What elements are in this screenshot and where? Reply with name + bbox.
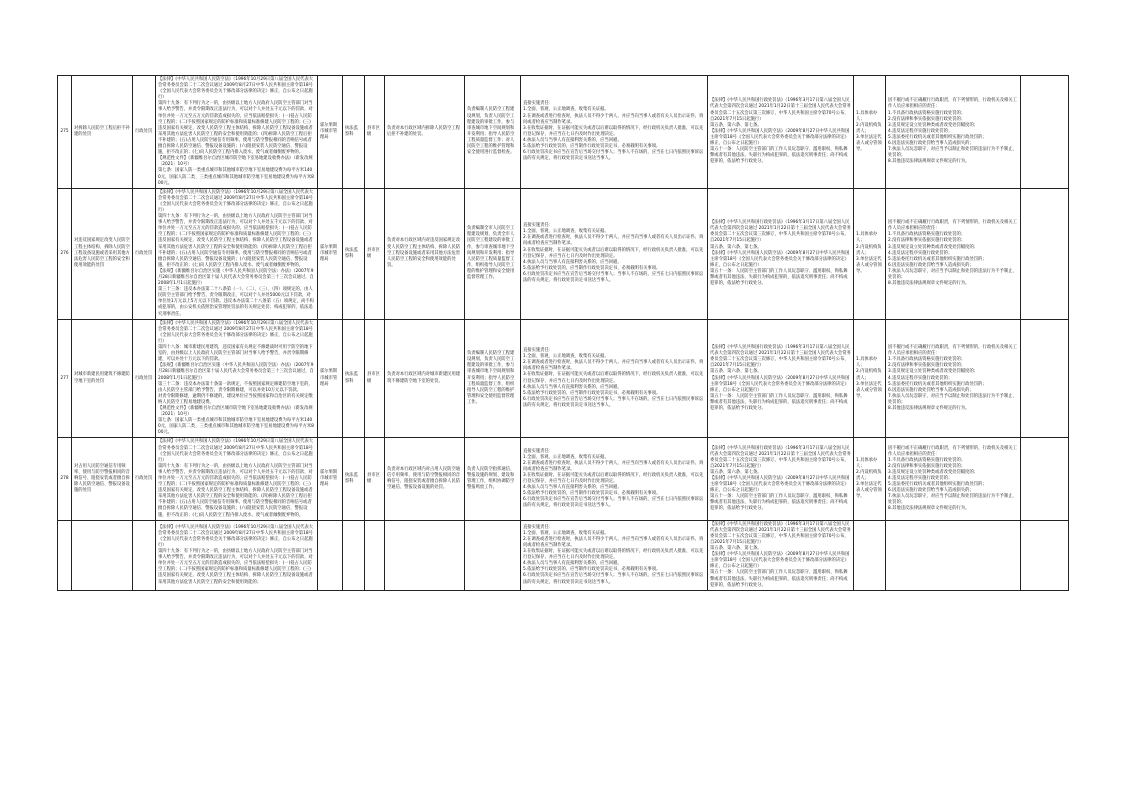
department	[318, 520, 343, 590]
item-type	[133, 520, 156, 590]
implementing-subject: 执法监察科	[343, 438, 365, 520]
item-type: 行政处罚	[133, 76, 156, 189]
responsibility-table	[57, 75, 1069, 591]
item-name: 对违反国家规定改变人民防空工程主体结构、拆除人民防空工程设备设施或者采用其他方法危害人民防空工程的安全和使用效能的处罚	[72, 188, 133, 319]
org-duty: 负责编制人民防空工程建设规划，负责人民防空工程建设的审批工作，参与审查城市地下空间规划和开发利用；指导人民防空工程质量监督工作；对人民防空工程的维护管理和安全使用进行监督检查。	[465, 76, 521, 189]
duty: 负责对本行政区域内对城市新建民用建筑不修建防空地下室的处罚。	[385, 319, 465, 438]
responsibility: 直接实施责任： 1.全面、客观、公正地调查，收集有关证据。 2.在调查或者进行检查时，执法人员不得少于两人，并应当向当事人或者有关人员出示证件。询问或者检查应当制作笔录。 3.在收集证据时，在证据可能灭失或者以后难以取得的情况下，经行政机关负责人批准，可以先行登记保存，并应当在七日内及时作出处理决定。 4.执法人员与当事人有直接利害关系的，应当回避。 5.依法给予行政处罚的，应当制作行政处罚决定书，必须载明有关事项。 6.行政处罚决定书应当在宣告后当场交付当事人；当事人不在场的，应当在七日内依照民事诉讼法的有关规定，将行政处罚决定书送达当事人。	[521, 520, 708, 590]
table-row	[58, 188, 1069, 319]
department: 霍尔果斯市城市管理局	[318, 76, 343, 189]
responsibility: 直接实施责任： 1.全面、客观、公正地调查，收集有关证据。 2.在调查或者进行检查时，执法人员不得少于两人，并应当向当事人或者有关人员出示证件。询问或者检查应当制作笔录。 3.在收集证据时，在证据可能灭失或者以后难以取得的情况下，经行政机关负责人批准，可以先行登记保存，并应当在七日内及时作出处理决定。 4.执法人员与当事人有直接利害关系的，应当回避。 5.依法给予行政处罚的，应当制作行政处罚决定书，必须载明有关事项。 6.行政处罚决定书应当在宣告后当场交付当事人；当事人不在场的，应当在七日内依照民事诉讼法的有关规定，将行政处罚决定书送达当事人。	[521, 438, 708, 520]
accountability-cases: 因不履行或不正确履行行政职责，有下列情形的，行政机关及相关工作人员应承担相应的责任： 1.不具备行政执法资格实施行政处罚的； 2.没有法律和事实依据实施行政处罚的； 3.违反规定设立处罚种类或者改变处罚幅度的； 4.违反法定程序实施行政处罚的； 5.违法委托行政机关或者其他组织实施行政处罚的； 6.因违法实施行政处罚给当事人造成损失的； 7.执法人员玩忽职守，对应当予以制止和处罚的违法行为不予制止、处罚的； 8.其他违反法律法规规章文件规定的行为。	[886, 188, 1021, 319]
level: 县市区级	[365, 188, 385, 319]
legal-basis: 【法律】《中华人民共和国人民防空法》（1996年10月29日第八届全国人民代表大会常务委员会第二十二次会议通过 2009年8月27日中华人民共和国主席令第18号《全国人民代表大会常务委员会关于修改部分法律的决定》修正，自公布之日起施行） 第四十九条：有下列行为之一的，由县级以上地方人民政府人民防空主管部门对当事人给予警告，并责令限期改正违法行为，可以对个人并处五千元以下的罚款、对单位并处一万元至五万元的罚款造成损失的，应当依法赔偿损失：(一)侵占人民防空工程的；(二)不按照国家规定的防护标准和质量标准修建人民防空工程的；(三)违反国家有关规定，改变人民防空工程主体结构、拆除人民防空工程设备设施或者采用其他方法危害人民防空工程的安全和使用效能的；	[156, 520, 318, 590]
accountability-basis: 【法律】《中华人民共和国行政处罚法》（1996年3月17日第八届全国人民代表大会第四次会议通过 2021年1月22日第十三届全国人民代表大会常务委员会第二十五次会议第三次修订，中华人民共和国主席令第70号公布，自2021年7月15日起施行） 第五条、第六条、第七条。 【法律】《中华人民共和国人民防空法》（2009年8月27日中华人民共和国主席令第18号《全国人民代表大会常务委员会关于修改部分法律的决定》修正，自公布之日起施行） 第五十一条：人民防空主管部门的工作人员玩忽职守、滥用职权、徇私舞弊或者有其他违法、失职行为构成犯罪的，依法追究刑事责任；尚不构成犯罪的，依法给予行政处分。	[708, 438, 854, 520]
accountability-basis: 【法律】《中华人民共和国行政处罚法》（1996年3月17日第八届全国人民代表大会第四次会议通过 2021年1月22日第十三届全国人民代表大会常务委员会第二十五次会议第三次修订，中华人民共和国主席令第70号公布，自2021年7月15日起施行） 第五条、第六条、第七条。 【法律】《中华人民共和国人民防空法》（2009年8月27日中华人民共和国主席令第18号《全国人民代表大会常务委员会关于修改部分法律的决定》修正，自公布之日起施行） 第五十一条：人民防空主管部门的工作人员玩忽职守、滥用职权、徇私舞弊或者有其他违法、失职行为构成犯罪的，依法追究刑事责任；尚不构成犯罪的，依法给予行政处分。	[708, 520, 854, 590]
responsible-persons: 1.具体承办人； 2.内设机构负责人； 3.单位法定代表人或分管领导。	[854, 438, 886, 520]
responsibility: 直接实施责任： 1.全面、客观、公正地调查，收集有关证据。 2.在调查或者进行检查时，执法人员不得少于两人，并应当向当事人或者有关人员出示证件。询问或者检查应当制作笔录。 3.在收集证据时，在证据可能灭失或者以后难以取得的情况下，经行政机关负责人批准，可以先行登记保存，并应当在七日内及时作出处理决定。 4.执法人员与当事人有直接利害关系的，应当回避。 5.依法给予行政处罚的，应当制作行政处罚决定书，必须载明有关事项。 6.行政处罚决定书应当在宣告后当场交付当事人；当事人不在场的，应当在七日内依照民事诉讼法的有关规定，将行政处罚决定书送达当事人。	[521, 76, 708, 189]
table-row	[58, 438, 1069, 520]
duty: 负责对本行政区域内对违反国家规定改变人民防空工程主体结构、拆除人民防空工程设备设施或者采用其他方法危害人民防空工程的安全和使用效能的处罚。	[385, 188, 465, 319]
legal-basis: 【法律】《中华人民共和国人民防空法》（1996年10月29日第八届全国人民代表大会常务委员会第二十二次会议通过 2009年8月27日中华人民共和国主席令第18号《全国人民代表大会常务委员会关于修改部分法律的决定》修正，自公布之日起施行） 第四十八条：城市新建民用建筑，违反国家有关规定不修建战时可用于防空的地下室的，由县级以上人民政府人民防空主管部门对当事人给予警告，并责令限期修建，可以并处十万元以下的罚款。 【法规】《新疆维吾尔自治区实施〈中华人民共和国人民防空法〉办法》（2007年9月28日新疆维吾尔自治区第十届人民代表大会常务委员会第三十三次会议通过，自2008年1月1日起施行） 第三十二条：违反本办法第十条第一款规定，不按照国家规定修建防空地下室的，由人民防空主管部门给予警告，责令限期修建，可以并处10万元以下罚款。 对责令限期修建，逾期仍不修建的，建设单位应当按照国家和自治区的有关规定缴纳人民防空工程易地建设费。 【规范性文件】《新疆维吾尔自治区城市防空地下室易地建设收费办法》（新发改规〔2021〕10号） 第七条：国家人防一类重点城市和其他城市防空地下室易地建设费为每平方米1400元，国家人防二类、三类重点城市和其他城市防空地下室易地建设费为每平方米800元。	[156, 319, 318, 438]
accountability-cases: 因不履行或不正确履行行政职责，有下列情形的，行政机关及相关工作人员应承担相应的责任： 1.不具备行政执法资格实施行政处罚的； 2.没有法律和事实依据实施行政处罚的； 3.违反规定设立处罚种类或者改变处罚幅度的； 4.违反法定程序实施行政处罚的； 5.违法委托行政机关或者其他组织实施行政处罚的； 6.因违法实施行政处罚给当事人造成损失的； 7.执法人员玩忽职守，对应当予以制止和处罚的违法行为不予制止、处罚的； 8.其他违反法律法规规章文件规定的行为。	[886, 319, 1021, 438]
row-number: 278	[58, 438, 72, 520]
org-duty: 负责编制全市人民防空工程建设规划，负责全市人民防空工程建设的审批工作，参与审查城市地下空间规划和开发利用；指导人民防空工程质量监督工作，组织指导人民防空工程的维护管理和安全使用监督管理工作。	[465, 188, 521, 319]
department: 霍尔果斯市城市管理局	[318, 438, 343, 520]
item-type: 行政处罚	[133, 438, 156, 520]
accountability-basis: 【法律】《中华人民共和国行政处罚法》（1996年3月17日第八届全国人民代表大会第四次会议通过 2021年1月22日第十三届全国人民代表大会常务委员会第二十五次会议第三次修订，中华人民共和国主席令第70号公布，自2021年7月15日起施行） 第五条、第六条、第七条。 【法律】《中华人民共和国人民防空法》（2009年8月27日中华人民共和国主席令第18号《全国人民代表大会常务委员会关于修改部分法律的决定》修正，自公布之日起施行） 第五十一条：人民防空主管部门的工作人员玩忽职守、滥用职权、徇私舞弊或者有其他违法、失职行为构成犯罪的，依法追究刑事责任；尚不构成犯罪的，依法给予行政处分。	[708, 76, 854, 189]
item-name: 对占用人民防空通信专用频率、使用与防空警报相同的音响信号、阻挠安装或者擅自拆除人民防空通信、警报设备设施的处罚	[72, 438, 133, 520]
accountability-basis: 【法律】《中华人民共和国行政处罚法》（1996年3月17日第八届全国人民代表大会第四次会议通过 2021年1月22日第十三届全国人民代表大会常务委员会第二十五次会议第三次修订，中华人民共和国主席令第70号公布，自2021年7月15日起施行） 第五条、第六条、第七条。 【法律】《中华人民共和国人民防空法》（2009年8月27日中华人民共和国主席令第18号《全国人民代表大会常务委员会关于修改部分法律的决定》修正，自公布之日起施行） 第五十一条：人民防空主管部门的工作人员玩忽职守、滥用职权、徇私舞弊或者有其他违法、失职行为构成犯罪的，依法追究刑事责任；尚不构成犯罪的，依法给予行政处分。	[708, 319, 854, 438]
level	[365, 520, 385, 590]
responsible-persons: 1.具体承办人； 2.内设机构负责人； 3.单位法定代表人或分管领导。	[854, 188, 886, 319]
row-number	[58, 520, 72, 590]
responsible-persons: 1.具体承办人； 2.内设机构负责人； 3.单位法定代表人或分管领导。	[854, 76, 886, 189]
legal-basis: 【法律】《中华人民共和国人民防空法》（1996年10月29日第八届全国人民代表大会常务委员会第二十二次会议通过 2009年8月27日中华人民共和国主席令第18号《全国人民代表大会常务委员会关于修改部分法律的决定》修正，自公布之日起施行） 第四十九条：有下列行为之一的，由县级以上地方人民政府人民防空主管部门对当事人给予警告，并责令限期改正违法行为，可以对个人并处五千元以下的罚款、对单位并处一万元至五万元的罚款造成损失的，应当依法赔偿损失：(一)侵占人民防空工程的；(二)不按照国家规定的防护标准和质量标准修建人民防空工程的；(三)违反国家有关规定，改变人民防空工程主体结构、拆除人民防空工程设备设施或者采用其他方法危害人民防空工程的安全和使用效能的；(四)拆除人民防空工程后拒不补建的；(五)占用人民防空通信专用频率、使用与防空警报相同的音响信号或者擅自拆除人民防空通信、警报设备设施的；(六)阻挠安装人民防空通信、警报设施，拒不改正的；(七)向人民防空工程内排入废水、废气或者倾倒废弃物的。	[156, 438, 318, 520]
legal-basis: 【法律】《中华人民共和国人民防空法》（1996年10月29日第八届全国人民代表大会常务委员会第二十二次会议通过 2009年8月27日中华人民共和国主席令第18号《全国人民代表大会常务委员会关于修改部分法律的决定》修正，自公布之日起施行） 第四十九条：有下列行为之一的，由县级以上地方人民政府人民防空主管部门对当事人给予警告，并责令限期改正违法行为，可以对个人并处五千元以下的罚款、对单位并处一万元至五万元的罚款造成损失的，应当依法赔偿损失：(一)侵占人民防空工程的；(二)不按照国家规定的防护标准和质量标准修建人民防空工程的；(三)违反国家有关规定，改变人民防空工程主体结构、拆除人民防空工程设备设施或者采用其他方法危害人民防空工程的安全和使用效能的；(四)拆除人民防空工程后拒不补建的；(五)占用人民防空通信专用频率、使用与防空警报相同的音响信号或者擅自拆除人民防空通信、警报设备设施的；(六)阻挠安装人民防空通信、警报设施，拒不改正的；(七)向人民防空工程内排入废水、废气或者倾倒废弃物的。 【规范性文件】《新疆维吾尔自治区城市防空地下室易地建设收费办法》（新发改规〔2021〕10号） 第七条：国家人防一类重点城市和其他城市防空地下室易地建设费为每平方米1400元，国家人防二类、三类重点城市和其他城市防空地下室易地建设费为每平方米800元。	[156, 76, 318, 189]
item-type: 行政处罚	[133, 188, 156, 319]
implementing-subject: 执法监察科	[343, 319, 365, 438]
implementing-subject	[343, 520, 365, 590]
table-row	[58, 520, 1069, 590]
remarks	[1021, 319, 1069, 438]
responsibility: 直接实施责任： 1.全面、客观、公正地调查，收集有关证据。 2.在调查或者进行检查时，执法人员不得少于两人，并应当向当事人或者有关人员出示证件。询问或者检查应当制作笔录。 3.在收集证据时，在证据可能灭失或者以后难以取得的情况下，经行政机关负责人批准，可以先行登记保存，并应当在七日内及时作出处理决定。 4.执法人员与当事人有直接利害关系的，应当回避。 5.依法给予行政处罚的，应当制作行政处罚决定书，必须载明有关事项。 6.行政处罚决定书应当在宣告后当场交付当事人；当事人不在场的，应当在七日内依照民事诉讼法的有关规定，将行政处罚决定书送达当事人。	[521, 188, 708, 319]
accountability-cases: 因不履行或不正确履行行政职责，有下列情形的，行政机关及相关工作人员应承担相应的责任： 1.不具备行政执法资格实施行政处罚的； 2.没有法律和事实依据实施行政处罚的； 3.违反规定设立处罚种类或者改变处罚幅度的； 4.违反法定程序实施行政处罚的； 5.违法委托行政机关或者其他组织实施行政处罚的； 6.因违法实施行政处罚给当事人造成损失的； 7.执法人员玩忽职守，对应当予以制止和处罚的违法行为不予制止、处罚的； 8.其他违反法律法规规章文件规定的行为。	[886, 76, 1021, 189]
row-number: 277	[58, 319, 72, 438]
responsible-persons: 1.具体承办人； 2.内设机构负责人； 3.单位法定代表人或分管领导。	[854, 319, 886, 438]
department: 霍尔果斯市城市管理局	[318, 319, 343, 438]
table-row	[58, 76, 1069, 189]
org-duty	[465, 520, 521, 590]
org-duty: 负责编制人民防空工程建设规划，负责人民防空工程建设的审批工作，参与审查城市地下空间规划和开发利用；指导人民防空工程质量监督工作，组织指导人民防空工程的维护管理和安全使用监督管理工作。	[465, 319, 521, 438]
level: 县市区级	[365, 319, 385, 438]
responsibility: 直接实施责任： 1.全面、客观、公正地调查，收集有关证据。 2.在调查或者进行检查时，执法人员不得少于两人，并应当向当事人或者有关人员出示证件。询问或者检查应当制作笔录。 3.在收集证据时，在证据可能灭失或者以后难以取得的情况下，经行政机关负责人批准，可以先行登记保存，并应当在七日内及时作出处理决定。 4.执法人员与当事人有直接利害关系的，应当回避。 5.依法给予行政处罚的，应当制作行政处罚决定书，必须载明有关事项。 6.行政处罚决定书应当在宣告后当场交付当事人；当事人不在场的，应当在七日内依照民事诉讼法的有关规定，将行政处罚决定书送达当事人。	[521, 319, 708, 438]
remarks	[1021, 438, 1069, 520]
duty: 负责对本行政区域内对占用人民防空通信专用频率、使用与防空警报相同的音响信号、阻挠安装或者擅自拆除人民防空通信、警报设备设施的处罚。	[385, 438, 465, 520]
responsible-persons	[854, 520, 886, 590]
level: 县市区级	[365, 76, 385, 189]
duty: 负责对本行政区域内拆除人民防空工程后拒不补建的处罚。	[385, 76, 465, 189]
table-row	[58, 319, 1069, 438]
item-name: 对城市新建民用建筑不修建防空地下室的处罚	[72, 319, 133, 438]
remarks	[1021, 520, 1069, 590]
department: 霍尔果斯市城市管理局	[318, 188, 343, 319]
level: 县市区级	[365, 438, 385, 520]
row-number: 276	[58, 188, 72, 319]
implementing-subject: 执法监察科	[343, 76, 365, 189]
row-number: 275	[58, 76, 72, 189]
implementing-subject: 执法监察科	[343, 188, 365, 319]
item-name	[72, 520, 133, 590]
item-type: 行政处罚	[133, 319, 156, 438]
legal-basis: 【法律】《中华人民共和国人民防空法》（1996年10月29日第八届全国人民代表大会常务委员会第二十二次会议通过 2009年8月27日中华人民共和国主席令第18号《全国人民代表大会常务委员会关于修改部分法律的决定》修正，自公布之日起施行） 第四十九条：有下列行为之一的，由县级以上地方人民政府人民防空主管部门对当事人给予警告，并责令限期改正违法行为，可以对个人并处五千元以下的罚款、对单位并处一万元至五万元的罚款造成损失的，应当依法赔偿损失：(一)侵占人民防空工程的；(二)不按照国家规定的防护标准和质量标准修建人民防空工程的；(三)违反国家有关规定，改变人民防空工程主体结构、拆除人民防空工程设备设施或者采用其他方法危害人民防空工程的安全和使用效能的；(四)拆除人民防空工程后拒不补建的；(五)占用人民防空通信专用频率、使用与防空警报相同的音响信号或者擅自拆除人民防空通信、警报设备设施的；(六)阻挠安装人民防空通信、警报设施，拒不改正的；(七)向人民防空工程内排入废水、废气或者倾倒废弃物的。 【法规】《新疆维吾尔自治区实施〈中华人民共和国人民防空法〉办法》（2007年9月28日新疆维吾尔自治区第十届人民代表大会常务委员会第三十三次会议通过，自2008年1月1日起施行） 第三十三条：违反本办法第二十八条第（一）、（二）、（三）、（四）项规定的，由人民防空主管部门给予警告，责令限期改正，可以对个人并处5000元以下罚款，对单位处1万元以上5万元以下罚款。违反本办法第二十八条第（五）项规定，尚不构成犯罪的，由公安机关依照治安管理处罚法的有关规定处罚；构成犯罪的，依法追究刑事责任。	[156, 188, 318, 319]
remarks	[1021, 188, 1069, 319]
org-duty: 负责人民防空指挥通信、警报设施的规划、建设和管理工作，组织协调防空警报鸣放工作。	[465, 438, 521, 520]
accountability-cases	[886, 520, 1021, 590]
accountability-basis: 【法律】《中华人民共和国行政处罚法》（1996年3月17日第八届全国人民代表大会第四次会议通过 2021年1月22日第十三届全国人民代表大会常务委员会第二十五次会议第三次修订，中华人民共和国主席令第70号公布，自2021年7月15日起施行） 第五条、第六条、第七条。 【法律】《中华人民共和国人民防空法》（2009年8月27日中华人民共和国主席令第18号《全国人民代表大会常务委员会关于修改部分法律的决定》修正，自公布之日起施行） 第五十一条：人民防空主管部门的工作人员玩忽职守、滥用职权、徇私舞弊或者有其他违法、失职行为构成犯罪的，依法追究刑事责任；尚不构成犯罪的，依法给予行政处分。	[708, 188, 854, 319]
remarks	[1021, 76, 1069, 189]
item-name: 对拆除人民防空工程后拒不补建的处罚	[72, 76, 133, 189]
accountability-cases: 因不履行或不正确履行行政职责，有下列情形的，行政机关及相关工作人员应承担相应的责任： 1.不具备行政执法资格实施行政处罚的； 2.没有法律和事实依据实施行政处罚的； 3.违反规定设立处罚种类或者改变处罚幅度的； 4.违反法定程序实施行政处罚的； 5.违法委托行政机关或者其他组织实施行政处罚的； 6.因违法实施行政处罚给当事人造成损失的； 7.执法人员玩忽职守，对应当予以制止和处罚的违法行为不予制止、处罚的； 8.其他违反法律法规规章文件规定的行为。	[886, 438, 1021, 520]
duty	[385, 520, 465, 590]
